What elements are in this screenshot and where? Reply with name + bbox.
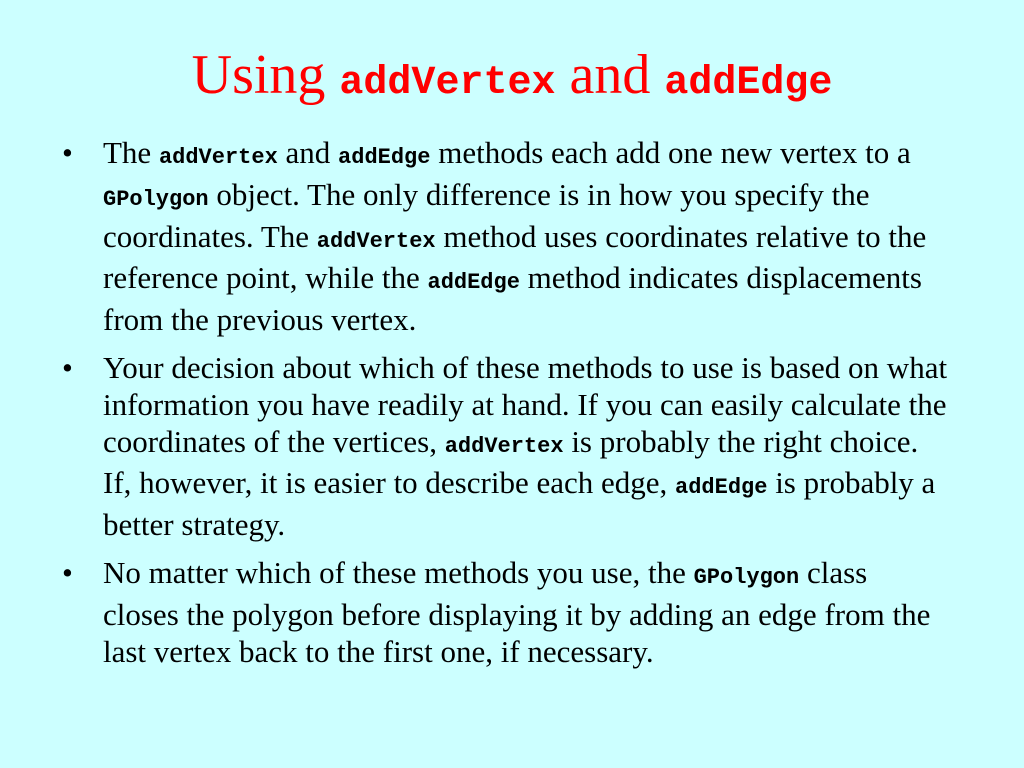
code-term: addEdge (338, 145, 431, 170)
bullet-2-text: Your decision about which of these methods to use is based on what information you have readily at hand. If you can easily calculate the coordinates of the vertices, (103, 349, 948, 459)
code-term: addEdge (427, 270, 520, 296)
bullet-dot-icon: • (62, 349, 73, 385)
bullet-list (0, 135, 1024, 681)
bullet-2-text: is probably the right choice. If, however, it is easier to describe each edge, (103, 423, 919, 501)
bullet-1-text: methods each add one new vertex to a (430, 135, 911, 170)
title-text-and: and (555, 44, 665, 106)
code-term: GPolygon (693, 564, 800, 590)
bullet-dot-icon: • (62, 554, 73, 590)
bullet-1-text: The (103, 135, 159, 170)
code-term: addEdge (675, 475, 768, 501)
bullet-3-text: class closes the polygon before displaying it by adding an edge from the last vertex back to the first one, if necessary. (103, 554, 931, 669)
slide-title (0, 40, 1024, 119)
bullet-item-3 (0, 555, 948, 670)
code-term: addVertex (316, 228, 436, 254)
code-term: addVertex (444, 433, 564, 459)
code-term: GPolygon (103, 186, 209, 212)
bullet-3-text: No matter which of these methods you use, the (103, 554, 694, 590)
title-code-addedge: addEdge (664, 61, 833, 106)
code-term: addVertex (158, 145, 278, 170)
bullet-item-2 (0, 350, 948, 544)
bullet-1-text: object. The only difference is in how you specify the coordinates. The (103, 176, 870, 254)
bullet-1-text: and (277, 135, 339, 170)
title-text-using: Using (191, 44, 340, 106)
title-code-addvertex: addVertex (339, 61, 556, 106)
bullet-2-text: is probably a better strategy. (103, 465, 936, 543)
bullet-item-1 (0, 135, 948, 339)
bullet-1-text: method uses coordinates relative to the reference point, while the (103, 218, 927, 296)
bullet-1-text: method indicates displacements from the previous vertex. (103, 260, 922, 338)
bullet-dot-icon: • (62, 135, 73, 170)
